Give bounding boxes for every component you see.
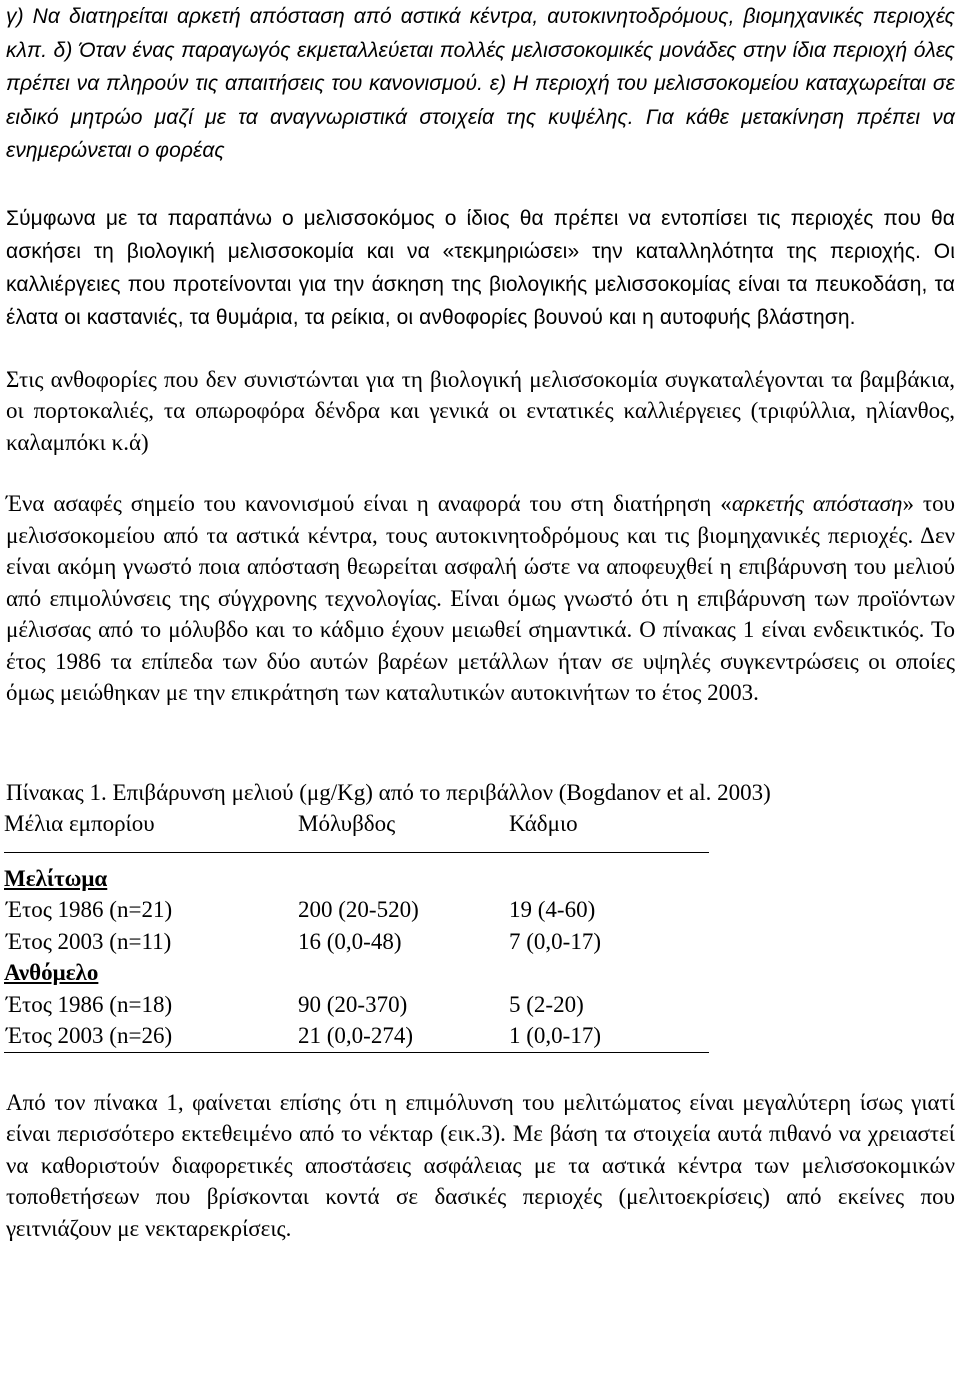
- table-row: [4, 1020, 709, 1052]
- header-honey-type: Μέλια εμπορίου: [4, 808, 298, 852]
- p4-text-after: » του μελισσοκομείου από τα αστικά κέντρα, τους αυτοκινητοδρόμους και τις βιομηχανικές περιοχές. Δεν είναι ακόμη γνωστό ποια απόσταση θεωρείται ασφαλή ώστε να αποφευχθεί η επιβάρυνση του μελιού από επιμολύνσεις της σύγχρονης τεχνολογίας. Είναι όμως γνωστό ότι η επιβάρυνση των προϊόντων μέλισσας από το μόλυβδο και το κάδμιο έχουν μειωθεί σημαντικά. Ο πίνακας 1 είναι ενδεικτικός. Το έτος 1986 τα επίπεδα των δύο αυτών βαρέων μετάλλων ήταν σε υψηλές συγκεντρώσεις οι οποίες όμως μειώθηκαν με την επικράτηση των καταλυτικών αυτοκινήτων το έτος 2003.: [6, 491, 955, 705]
- paragraph-not-recommended-crops: Στις ανθοφορίες που δεν συνιστώνται για τη βιολογική μελισσοκομία συγκαταλέγονται τα βαμβάκια, οι πορτοκαλιές, τα οπωροφόρα δένδρα και γενικά οι εντατικές καλλιέργειες (τριφύλλια, ηλίανθος, καλαμπόκι κ.ά): [6, 366, 955, 455]
- table-cell: 21 (0,0-274): [298, 1020, 509, 1052]
- table-cell: 7 (0,0-17): [509, 928, 601, 954]
- spacer: [6, 1053, 955, 1087]
- paragraph-regulation-italic: γ) Να διατηρείται αρκετή απόσταση από αστικά κέντρα, αυτοκινητοδρόμους, βιομηχανικές περιοχές κλπ. δ) Όταν ένας παραγωγός εκμεταλλεύεται πολλές μελισσοκομικές μονάδες στην ίδια περιοχή όλες πρέπει να πληρούν τις απαιτήσεις του κανονισμού. ε) Η περιοχή του μελισσοκομείου καταχωρείται σε ειδικό μητρώο μαζί με τα αναγνωριστικά στοιχεία της κυψέλης. Για κάθε μετακίνηση πρέπει να ενημερώνεται ο φορέας: [6, 5, 955, 162]
- table-row: [4, 894, 709, 926]
- paragraph-beekeeper-areas: Σύμφωνα με τα παραπάνω ο μελισσοκόμος ο ίδιος θα πρέπει να εντοπίσει τις περιοχές που θα ασκήσει τη βιολογική μελισσοκομία και να «τεκμηριώσει» την καταλληλότητα της περιοχής. Οι καλλιέργειες που προτείνονται για την άσκηση της βιολογικής μελισσοκομίας είναι τα πευκοδάση, τα έλατα οι καστανιές, τα θυμάρια, τα ρείκια, οι ανθοφορίες βουνού και η αυτοφυής βλάστηση.: [6, 206, 955, 329]
- p4-italic-phrase: αρκετής απόσταση: [731, 491, 903, 516]
- table-row: [4, 989, 709, 1021]
- header-cadmium: Κάδμιο: [509, 808, 709, 852]
- table-cell: 1 (0,0-17): [509, 1020, 709, 1052]
- header-lead: Μόλυβδος: [298, 808, 509, 852]
- table-header-row: [4, 808, 709, 852]
- spacer: [6, 458, 955, 488]
- table-cell: 90 (20-370): [298, 991, 408, 1017]
- group-label-blossom-honey: Ανθόμελο: [4, 960, 99, 985]
- table-caption: Πίνακας 1. Επιβάρυνση μελιού (μg/Kg) από το περιβάλλον (Bogdanov et al. 2003): [6, 779, 771, 805]
- p4-text-before: Ένα ασαφές σημείο του κανονισμού είναι η αναφορά του στη διατήρηση «: [6, 491, 732, 516]
- group-label-honeydew: Μελίτωμα: [4, 865, 108, 891]
- table-cell: 16 (0,0-48): [298, 928, 402, 954]
- table-cell: 5 (2-20): [509, 991, 584, 1017]
- document-page: [6, 0, 955, 1244]
- table-cell: Έτος 1986 (n=21): [6, 897, 173, 922]
- spacer: [6, 168, 955, 202]
- table-cell: Έτος 1986 (n=18): [6, 991, 173, 1017]
- honey-contamination-table: [4, 808, 709, 1053]
- table-cell: 200 (20-520): [298, 897, 419, 922]
- paragraph-distance-issue: [6, 488, 955, 709]
- spacer: [6, 709, 955, 777]
- table-row: [4, 926, 709, 958]
- table-group-row: [4, 852, 709, 894]
- table-cell: 19 (4-60): [509, 897, 596, 922]
- table-cell: Έτος 2003 (n=26): [4, 1020, 298, 1052]
- table-group-row: [4, 957, 709, 989]
- paragraph-table-conclusion: Από τον πίνακα 1, φαίνεται επίσης ότι η επιμόλυνση του μελιτώματος είναι μεγαλύτερη ίσως γιατί είναι περισσότερο εκτεθειμένο από το νέκταρ (εικ.3). Με βάση τα στοιχεία αυτά πιθανό να χρειαστεί να καθοριστούν διαφορετικές αποστάσεις ασφάλειας με τα αστικά κέντρα των μελισσοκομικών τοποθετήσεων που βρίσκονται κοντά σε δασικές περιοχές (μελιτοεκρίσεις) από εκείνες που γειτνιάζουν με νεκταρεκρίσεις.: [6, 1089, 955, 1241]
- spacer: [6, 334, 955, 364]
- table-cell: Έτος 2003 (n=11): [6, 928, 172, 954]
- table-block: [6, 777, 955, 1053]
